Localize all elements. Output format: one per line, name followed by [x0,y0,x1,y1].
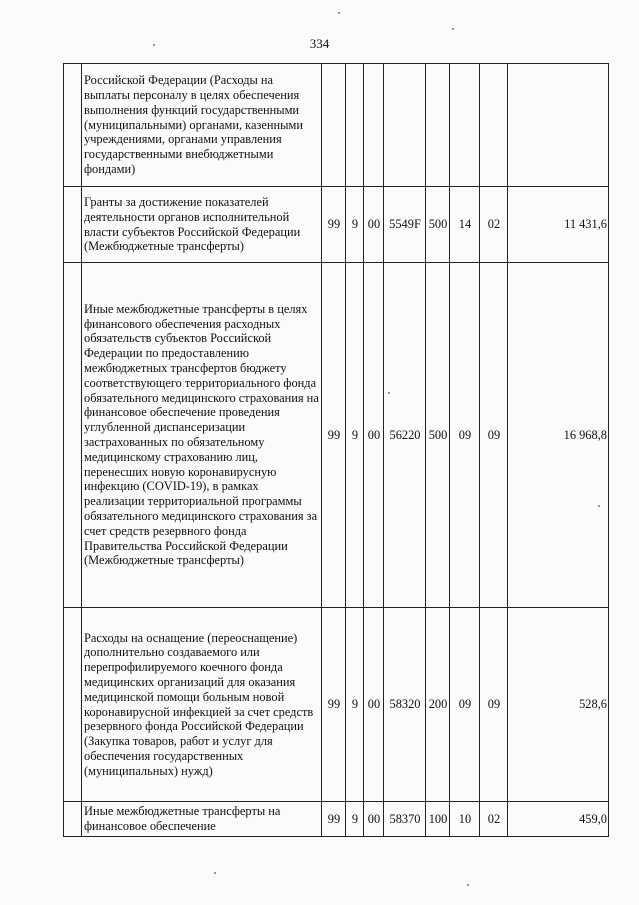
section-code-cell: 10 [450,802,480,837]
subprogram-code-cell [346,64,364,187]
amount-cell: 16 968,8 [508,263,609,608]
expense-type-cell [426,64,450,187]
section-code-cell: 14 [450,187,480,263]
subsection-code-cell [480,64,508,187]
row-number-cell [64,263,82,608]
table-row [64,802,609,837]
scan-speck [452,28,454,30]
amount-cell: 459,0 [508,802,609,837]
scan-speck [214,872,216,874]
subsection-code-cell: 02 [480,187,508,263]
program-code-cell: 99 [322,263,346,608]
table-row [64,608,609,802]
row-number-cell [64,187,82,263]
scan-speck [467,884,469,886]
subsection-code-cell: 09 [480,608,508,802]
table-row [64,187,609,263]
event-code-cell: 00 [364,802,384,837]
expense-name-cell: Иные межбюджетные трансферты на финансовое обеспечение [82,802,322,837]
table-row [64,64,609,187]
subprogram-code-cell: 9 [346,263,364,608]
subprogram-code-cell: 9 [346,187,364,263]
event-code-cell: 00 [364,263,384,608]
expense-name-cell: Иные межбюджетные трансферты в целях финансового обеспечения расходных обязательств субъектов Российской Федерации по предоставлению межбюджетных трансфертов бюджету соответствующего территориального фонда обязательного медицинского страхования на финансовое обеспечение проведения углубленной диспансеризации застрахованных по обязательному медицинскому страхованию лиц, перенесших новую коронавирусную инфекцию (COVID-19), в рамках реализации территориальной программы обязательного медицинского страхования за счет средств резервного фонда Правительства Российской Федерации (Межбюджетные трансферты) [82,263,322,608]
expense-name-cell: Гранты за достижение показателей деятельности органов исполнительной власти субъектов Российской Федерации (Межбюджетные трансферты) [82,187,322,263]
direction-code-cell: 56220 [384,263,426,608]
section-code-cell: 09 [450,608,480,802]
program-code-cell: 99 [322,187,346,263]
direction-code-cell: 58320 [384,608,426,802]
program-code-cell: 99 [322,802,346,837]
event-code-cell [364,64,384,187]
subsection-code-cell: 09 [480,263,508,608]
row-number-cell [64,802,82,837]
row-number-cell [64,608,82,802]
scan-speck [598,505,600,507]
direction-code-cell: 58370 [384,802,426,837]
program-code-cell [322,64,346,187]
expense-type-cell: 200 [426,608,450,802]
expense-type-cell: 100 [426,802,450,837]
expense-type-cell: 500 [426,187,450,263]
event-code-cell: 00 [364,608,384,802]
section-code-cell: 09 [450,263,480,608]
expense-name-cell: Расходы на оснащение (переоснащение) дополнительно создаваемого или перепрофилируемого коечного фонда медицинских организаций для оказания медицинской помощи больным новой коронавирусной инфекцией за счет средств резервного фонда Российской Федерации (Закупка товаров, работ и услуг для обеспечения государственных (муниципальных) нужд) [82,608,322,802]
event-code-cell: 00 [364,187,384,263]
amount-cell [508,64,609,187]
amount-cell: 528,6 [508,608,609,802]
expense-type-cell: 500 [426,263,450,608]
subsection-code-cell: 02 [480,802,508,837]
row-number-cell [64,64,82,187]
subprogram-code-cell: 9 [346,608,364,802]
table-row [64,263,609,608]
scan-speck [153,44,155,46]
page-number: 334 [309,36,330,51]
direction-code-cell: 5549F [384,187,426,263]
amount-cell: 11 431,6 [508,187,609,263]
expense-name-cell: Российской Федерации (Расходы на выплаты персоналу в целях обеспечения выполнения функций государственными (муниципальными) органами, казенными учреждениями, органами управления государственными внебюджетными фондами) [82,64,322,187]
scan-speck [338,12,340,14]
program-code-cell: 99 [322,608,346,802]
direction-code-cell [384,64,426,187]
scan-speck [388,392,390,394]
subprogram-code-cell: 9 [346,802,364,837]
section-code-cell [450,64,480,187]
budget-table [63,63,609,837]
